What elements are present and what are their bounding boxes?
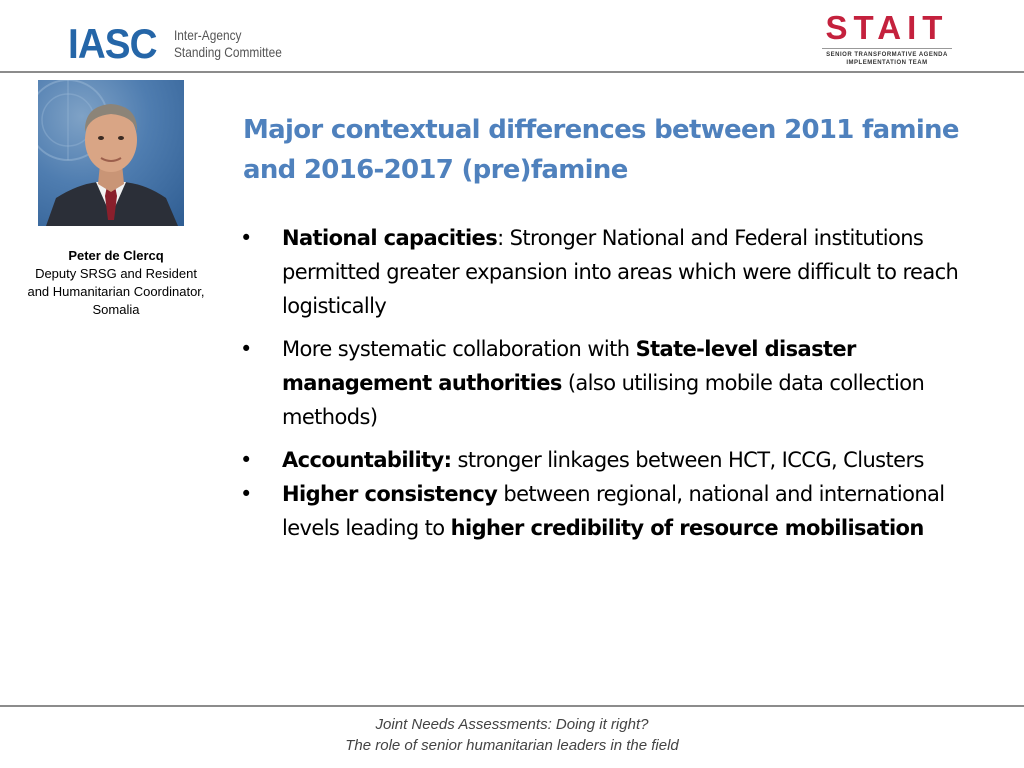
iasc-logo-text	[174, 27, 282, 61]
bullet-text: (also utilising mobile data collection methods)	[282, 371, 925, 429]
bullet-text: between regional, national and international levels leading to	[282, 482, 945, 540]
profile-role-line1: Deputy SRSG and Resident	[35, 266, 197, 281]
bullet-dot-icon: •	[240, 482, 252, 506]
iasc-logo-mark: IASC	[68, 20, 157, 67]
bullet-list	[240, 221, 980, 545]
stait-logo-line2: IMPLEMENTATION TEAM	[846, 60, 928, 66]
slide-title-line1: Major contextual differences between 2011 famine	[243, 115, 959, 145]
stait-logo-divider	[822, 48, 952, 49]
bullet-item-national-capacities	[240, 221, 980, 323]
footer	[0, 714, 1024, 756]
footer-line1: Joint Needs Assessments: Doing it right?	[375, 716, 649, 733]
bullet-bold-text: Accountability:	[282, 448, 452, 472]
profile-name: Peter de Clercq	[68, 248, 164, 263]
footer-divider	[0, 705, 1024, 707]
bullet-text: More systematic collaboration with	[282, 337, 636, 361]
bullet-item-state-level-collaboration	[240, 332, 980, 434]
profile-role-line3: Somalia	[92, 302, 140, 317]
footer-line2: The role of senior humanitarian leaders in the field	[345, 737, 679, 754]
bullet-bold-text: National capacities	[282, 226, 498, 250]
header-divider	[0, 71, 1024, 73]
bullet-text: : Stronger National and Federal institutions permitted greater expansion into areas which were difficult to reach logistically	[282, 226, 959, 318]
iasc-logo-line1: Inter-Agency	[174, 27, 242, 43]
bullet-bold-text: higher credibility of resource mobilisation	[450, 516, 924, 540]
bullet-dot-icon: •	[240, 226, 252, 250]
profile-photo	[38, 80, 184, 226]
profile-role-line2: and Humanitarian Coordinator,	[27, 284, 205, 299]
bullet-bold-text: Higher consistency	[282, 482, 498, 506]
profile-caption	[8, 247, 224, 319]
bullet-dot-icon: •	[240, 448, 252, 472]
stait-logo	[820, 10, 954, 67]
bullet-text: stronger linkages between HCT, ICCG, Clusters	[451, 448, 924, 472]
bullet-bold-text: State-level disaster management authorities	[282, 337, 856, 395]
iasc-logo	[68, 20, 301, 68]
person-portrait-icon	[38, 80, 184, 226]
iasc-logo-line2: Standing Committee	[174, 44, 283, 60]
bullet-dot-icon: •	[240, 337, 252, 361]
slide-title-line2: and 2016-2017 (pre)famine	[243, 155, 628, 185]
stait-logo-mark: STAIT	[825, 9, 949, 46]
bullet-item-accountability	[240, 443, 980, 477]
bullet-item-higher-consistency	[240, 477, 980, 545]
slide-title	[243, 110, 983, 190]
stait-logo-line1: SENIOR TRANSFORMATIVE AGENDA	[826, 52, 948, 58]
